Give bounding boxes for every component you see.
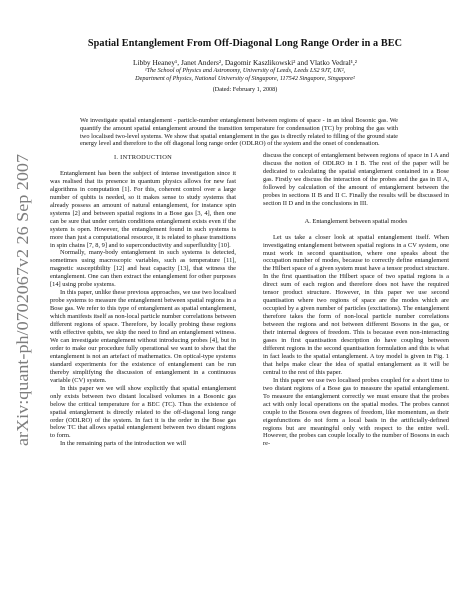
section-heading-introduction: I. INTRODUCTION [113,154,173,161]
right-column [263,152,449,448]
dateline: (Dated: February 1, 2008) [212,86,278,93]
affiliation-leeds: ¹The School of Physics and Astronomy, University of Leeds, Leeds LS2 9JT, UK², [144,67,346,74]
paragraph: Let us take a closer look at spatial entanglement itself. When investigating entanglement between spatial regions in a CV system, one must work in second quantisation, where one speaks about the occupation number of modes, because to correctly define entanglement the Hilbert space of a given system must have a tensor product structure. In the first quantisation the Hilbert space of two spatial regions is a direct sum of each region and therefore does not have the required tensor product structure. However, in this paper we use second quantisation where two regions of space are the modes which are occupied by a given number of particles (excitations). The entanglement therefore takes the form of non-local particle number correlations between the regions and not between different Bosons in the gas, or their internal degrees of freedom. This is because even non-interacting gases in first quantisation description do have coupling between different regions in the second quantisation formulation and this is what in fact leads to the spatial entanglement. A toy model is given in Fig. 1 that helps make clear the idea of spatial entanglement as it will be central to the rest of this paper. [263,233,449,376]
paper-title: Spatial Entanglement From Off-Diagonal Long Range Order in a BEC [87,38,403,49]
arxiv-identifier [6,150,36,450]
paragraph: In the remaining parts of the introduction we will [60,440,187,448]
arxiv-identifier-text: arXiv:quant-ph/0702067v2 26 Sep 2007 [13,179,32,446]
author-list: Libby Heaney¹, Janet Anders², Dagomir Kaszlikowski² and Vlatko Vedral¹,² [132,58,358,67]
affiliation-singapore: Department of Physics, National University of Singapore, 117542 Singapore, Singapore² [135,75,355,82]
paragraph: Entanglement has been the subject of intense investigation since it was realised that its presence in quantum physics allows for new fast algorithms in computation [1]. For this, coherent control over a large number of qubits is needed, so it makes sense to study systems that already possess an amount of natural entanglement, for instance spin systems [2] and between spatial regions in a Bose gas [3, 4], then one can be sure that under certain conditions entanglement exists even if the system is open. However, the entanglement found in such systems is more than just a computational resource, it is related to phase transitions in spin chains [7, 8, 9] and to superconductivity and superfluidity [10]. [50,169,236,249]
paragraph: In this paper, unlike these previous approaches, we use two localised probe systems to measure the entanglement between spatial regions in a Bose gas. We refer to this type of entanglement as spatial entanglement, which manifests itself as non-local particle number correlations between different regions of space. Therefore, by locally probing these regions with effective qubits, we skip the need to find an entanglement witness. We can investigate entanglement without introducing probes [4], but in order to make our procedure fully operational we want to show that the entanglement is not an artefact of mathematics. On optical-type systems standard experiments for the existence of entanglement can be run thereby simplifying the discussion of entanglement in a continuous variable (CV) system. [50,289,236,384]
abstract: We investigate spatial entanglement - particle-number entanglement between regions of space - in an ideal Bosonic gas. We quantify the amount spatial entanglement around the transition temperature for condensation (TC) by probing the gas with two localised two-level systems. We show that spatial entanglement in the gas is directly related to filling of the ground state energy level and therefore to the off diagonal long range order (ODLRO) of the system and the onset of condensation. [80,117,398,148]
paragraph: In this paper we we will show explicitly that spatial entanglement only exists between two distant localised volumes in a Bosonic gas below the critical temperature for a BEC (TC). Thus the existence of spatial entanglement is directly related to the off-diagonal long range order (ODLRO) of the system. In fact it is the order in the Bose gas below TC that allows spatial entanglement between two distant regions to form. [50,384,236,440]
paragraph: In this paper we use two localised probes coupled for a short time to two distant regions of a Bose gas to measure the spatial entanglement. To measure the entanglement correctly we must ensure that the probes act with only local operations on the spatial modes. The probes cannot couple to the Bosons own degrees of freedom, like momentum, as their eigenfunctions do not form a local basis in the artificially-defined regions but are meaningful only with respect to the entire well. However, the probes can couple locally to the number of Bosons in each re- [263,376,449,448]
subsection-heading-spatial-modes: A. Entanglement between spatial modes [304,217,408,225]
paragraph-continued: discuss the concept of entanglement between regions of space in I A and discuss the notion of ODLRO in I B. The rest of the paper will be dedicated to calculating the spatial entanglement contained in a Bose gas. Firstly we discuss the interaction of the probes and the gas in II A, followed by calculation of the amount of entanglement between the probes in sections II B and II C. Finally the results will be discussed in section II D and in the conclusions in III. [263,152,449,207]
left-column [50,150,236,448]
paragraph: Normally, many-body entanglement in such systems is detected, sometimes using macroscopic variables, such as temperature [11], magnetic susceptibility [12] and heat capacity [13], that witness the entanglement. One can then extract the entanglement for other purposes [14] using probe systems. [50,249,236,289]
paper-header [40,38,450,94]
